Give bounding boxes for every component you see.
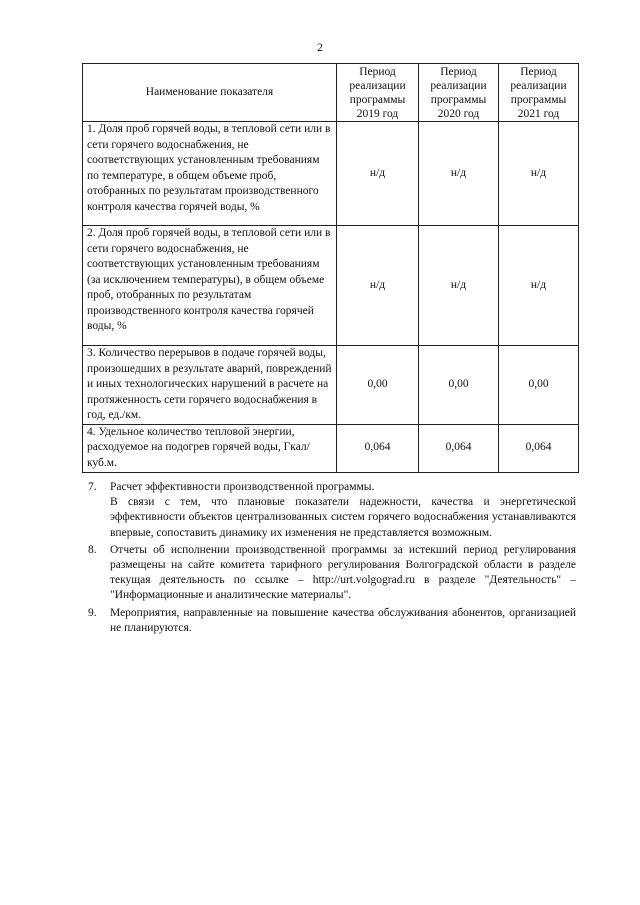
paragraph-9 xyxy=(88,606,576,636)
paragraph-7-number: 7. xyxy=(88,481,97,493)
row-3-indicator: 3. Количество перерывов в подаче горячей воды, произошедших в результате аварий, повреждений и иных технологических нарушений в расчете на протяженность сети горячего водоснабжения в год, ед./км. xyxy=(83,346,337,425)
table-row xyxy=(83,122,579,226)
row-2-value-2020: н/д xyxy=(419,226,499,346)
indicators-table xyxy=(82,63,579,473)
header-period-2020: Период реализации программы 2020 год xyxy=(419,64,499,122)
paragraph-7-heading: Расчет эффективности производственной программы. xyxy=(110,481,375,493)
row-1-indicator: 1. Доля проб горячей воды, в тепловой сети или в сети горячего водоснабжения, не соответствующих установленным требованиям по температуре, в общем объеме проб, отобранных по результатам производственного контроля качества горячей воды, % xyxy=(83,122,337,226)
paragraph-9-text: Мероприятия, направленные на повышение качества обслуживания абонентов, организацией не планируются. xyxy=(110,606,576,634)
row-3-value-2021: 0,00 xyxy=(499,346,579,425)
table-header-row xyxy=(83,64,579,122)
paragraph-9-number: 9. xyxy=(88,606,97,619)
row-3-value-2020: 0,00 xyxy=(419,346,499,425)
row-4-indicator: 4. Удельное количество тепловой энергии, расходуемое на подогрев горячей воды, Гкал/куб.м. xyxy=(83,424,337,472)
paragraph-8 xyxy=(88,543,576,604)
header-period-2021: Период реализации программы 2021 год xyxy=(499,64,579,122)
row-4-value-2020: 0,064 xyxy=(419,424,499,472)
table-row xyxy=(83,424,579,472)
numbered-paragraphs xyxy=(88,480,576,636)
table-row xyxy=(83,226,579,346)
table-row xyxy=(83,346,579,425)
row-1-value-2020: н/д xyxy=(419,122,499,226)
page-number: 2 xyxy=(317,40,323,54)
paragraph-8-text: Отчеты об исполнении производственной программы за истекший период регулирования размещены на сайте комитета тарифного регулирования Волгоградской области в разделе текущая деятельность по ссылке – http://urt.volgograd.ru в разделе "Деятельность" – "Информационные и аналитические материалы". xyxy=(110,543,576,602)
header-period-2019: Период реализации программы 2019 год xyxy=(337,64,419,122)
row-1-value-2019: н/д xyxy=(337,122,419,226)
header-indicator-name: Наименование показателя xyxy=(83,64,337,122)
paragraph-7-text: В связи с тем, что плановые показатели надежности, качества и энергетической эффективности объектов централизованных систем горячего водоснабжения устанавливаются впервые, сопоставить динамику их изменения не представляется возможным. xyxy=(110,496,576,539)
row-4-value-2021: 0,064 xyxy=(499,424,579,472)
row-2-value-2021: н/д xyxy=(499,226,579,346)
row-2-indicator: 2. Доля проб горячей воды, в тепловой сети или в сети горячего водоснабжения, не соответствующих установленным требованиям (за исключением температуры), в общем объеме проб, отобранных по результатам производственного контроля качества горячей воды, % xyxy=(83,226,337,346)
row-1-value-2021: н/д xyxy=(499,122,579,226)
paragraph-7 xyxy=(88,480,576,541)
row-2-value-2019: н/д xyxy=(337,226,419,346)
paragraph-8-number: 8. xyxy=(88,543,97,556)
row-3-value-2019: 0,00 xyxy=(337,346,419,425)
row-4-value-2019: 0,064 xyxy=(337,424,419,472)
